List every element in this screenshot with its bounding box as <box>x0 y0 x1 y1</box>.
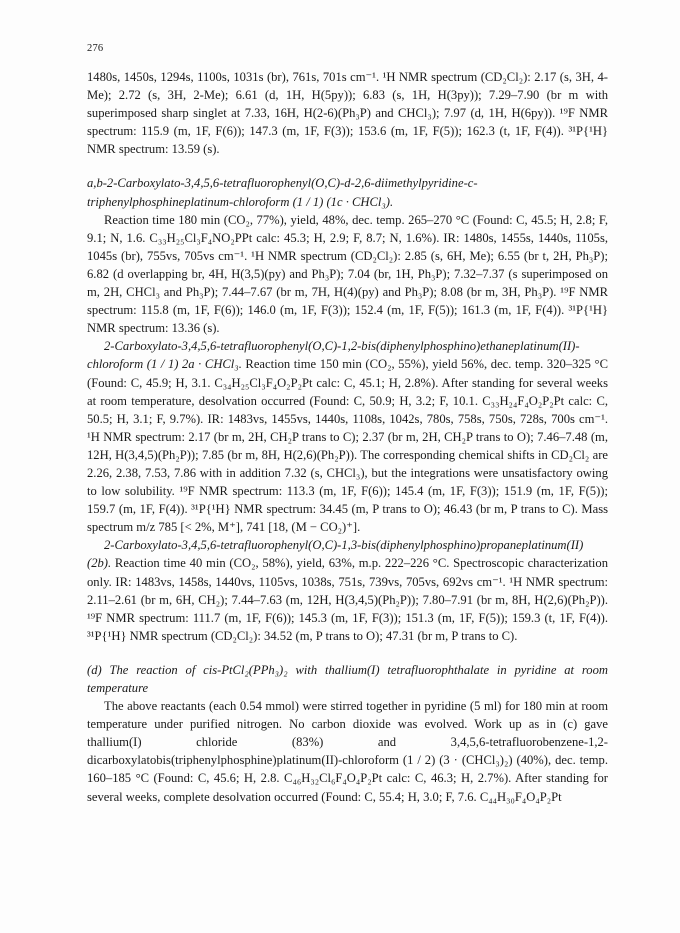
section-gap <box>87 158 608 174</box>
section-heading: (d) The reaction of cis-PtCl₂(PPh₃)₂ with thallium(I) tetrafluorophthalate in pyridine at room temperature <box>87 662 608 695</box>
body-paragraph <box>87 68 608 158</box>
section-gap <box>87 645 608 661</box>
body-paragraph <box>87 211 608 338</box>
paragraph-text: The above reactants (each 0.54 mmol) were stirred together in pyridine (5 ml) for 180 min at room temperature under purified nitrogen. No carbon dioxide was evolved. Work up as in (c) gave thallium(I) chloride (83%) and 3,4,5,6-tetrafluorobenzene-1,2-dicarboxylatobis(triphenylphosphine)platinum(II)-chloroform (1 / 2) (3 · (CHCl₃)₂) (40%), dec. temp. 160–185 °C (Found: C, 45.6; H, 2.8. C₄₆H₃₂Cl₆F₄O₄P₂Pt calc: C, 46.3; H, 2.7%). After standing for several weeks, complete desolvation occurred (Found: C, 55.4; H, 3.0; F, 7.6. C₄₄H₃₀F₄O₄P₂Pt <box>87 699 608 804</box>
body-paragraph <box>87 536 608 645</box>
paragraph-text: Reaction time 180 min (CO₂, 77%), yield, 48%, dec. temp. 265–270 °C (Found: C, 45.5; H, 2.8; F, 9.1; N, 1.6. C₃₃H₂₅Cl₃F₄NO₂PPt calc: 45.3; H, 2.9; F, 8.7; N, 1.6%). IR: 1480s, 1455s, 1440s, 1105s, 1045s (br), 755vs, 705vs cm⁻¹. ¹H NMR spectrum (CD₂Cl₂): 2.85 (s, 6H, Me); 6.55 (br t, 2H, Ph₃P); 6.82 (d overlapping br, 4H, H(3,5)(py) and Ph₃P); 7.04 (br, 1H, Ph₃P); 7.32–7.37 (s superimposed on m, 2H, CHCl₃ and Ph₃P); 7.44–7.67 (br m, 7H, H(4)(py) and Ph₃P); 8.08 (br m, 3H, Ph₃P). ¹⁹F NMR spectrum: 115.8 (m, 1F, F(6)); 146.0 (m, 1F, F(3)); 152.4 (m, 1F, F(5)); 161.3 (m, 1F, F(4)). ³¹P{¹H} NMR spectrum: 13.36 (s). <box>87 212 608 336</box>
compound-title: 2-Carboxylato-3,4,5,6-tetrafluorophenyl(O,C)-1,2-bis(diphenylphosphino)ethaneplatinum(II)-chloroform (1 / 1) 2a · CHCl₃. <box>87 339 580 372</box>
article-body <box>87 68 608 806</box>
paragraph-text: Reaction time 40 min (CO₂, 58%), yield, 63%, m.p. 222–226 °C. Spectroscopic characterization only. IR: 1483vs, 1458s, 1440vs, 1105vs, 1038s, 751s, 739vs, 705vs, 692vs cm⁻¹. ¹H NMR spectrum: 2.11–2.61 (br m, 6H, CH₂); 7.44–7.63 (m, 12H, H(3,4,5)(Ph₂P)); 7.80–7.91 (br m, 8H, H(2,6)(Ph₂P)). ¹⁹F NMR spectrum: 111.7 (m, 1F, F(6)); 145.3 (m, 1F, F(3)); 151.3 (m, 1F, F(5)); 159.3 (t, 1F, F(4)). ³¹P{¹H} NMR spectrum (CD₂Cl₂): 34.52 (m, P trans to O); 47.31 (br m, P trans to C). <box>87 556 608 643</box>
compound-title: 2-Carboxylato-3,4,5,6-tetrafluorophenyl(O,C)-1,3-bis(diphenylphosphino)propaneplatinum(II) (2b). <box>87 538 584 571</box>
paragraph-text: 1480s, 1450s, 1294s, 1100s, 1031s (br), 761s, 701s cm⁻¹. ¹H NMR spectrum (CD₂Cl₂): 2.17 (s, 3H, 4-Me); 2.72 (s, 3H, 2-Me); 6.61 (d, 1H, H(5py)); 6.83 (s, 1H, H(3py)); 7.29–7.90 (br m with superimposed sharp singlet at 7.33, 16H, H(2-6)(Ph₃P) and CHCl₃); 7.97 (d, 1H, H(6py)). ¹⁹F NMR spectrum: 115.9 (m, 1F, F(6)); 147.3 (m, 1F, F(3)); 153.6 (m, 1F, F(5)); 162.3 (t, 1F, F(4)). ³¹P{¹H} NMR spectrum: 13.59 (s). <box>87 70 608 157</box>
body-paragraph <box>87 697 608 806</box>
body-paragraph <box>87 337 608 536</box>
section-heading: a,b-2-Carboxylato-3,4,5,6-tetrafluorophenyl(O,C)-d-2,6-diimethylpyridine-c-triphenylphosphineplatinum-chloroform (1 / 1) (1c · CHCl₃). <box>87 176 478 209</box>
paragraph-text: Reaction time 150 min (CO₂, 55%), yield 56%, dec. temp. 320–325 °C (Found: C, 45.9; H, 3.1. C₃₄H₂₅Cl₃F₄O₂P₂Pt calc: C, 45.1; H, 2.8%). After standing for several weeks at room temperature, desolvation occurred (Found: C, 50.9; H, 3.2; F, 10.1. C₃₃H₂₄F₄O₂P₂Pt calc: C, 50.5; H, 3.1; F, 9.7%). IR: 1483vs, 1455vs, 1440s, 1108s, 1042s, 780s, 758s, 750s, 728s, 700s cm⁻¹. ¹H NMR spectrum: 2.17 (br m, 2H, CH₂P trans to C); 2.37 (br m, 2H, CH₂P trans to O); 7.46–7.48 (m, 12H, H(3,4,5)(Ph₂P)); 7.85 (br m, 8H, H(2,6)(Ph₂P)). The corresponding chemical shifts in CD₂Cl₂ are 2.26, 2.38, 7.53, 7.86 with in addition 7.32 (s, CHCl₃), but the integrations were unsatisfactory owing to low solubility. ¹⁹F NMR spectrum: 113.3 (m, 1F, F(6)); 145.4 (m, 1F, F(3)); 151.9 (m, 1F, F(5)); 159.7 (m, 1F, F(4)). ³¹P{¹H} NMR spectrum: 34.45 (m, P trans to O); 46.43 (br m, P trans to C). Mass spectrum m/z 785 [< 2%, M⁺], 741 [18, (M − CO₂)⁺]. <box>87 357 608 535</box>
page-number: 276 <box>87 43 104 54</box>
